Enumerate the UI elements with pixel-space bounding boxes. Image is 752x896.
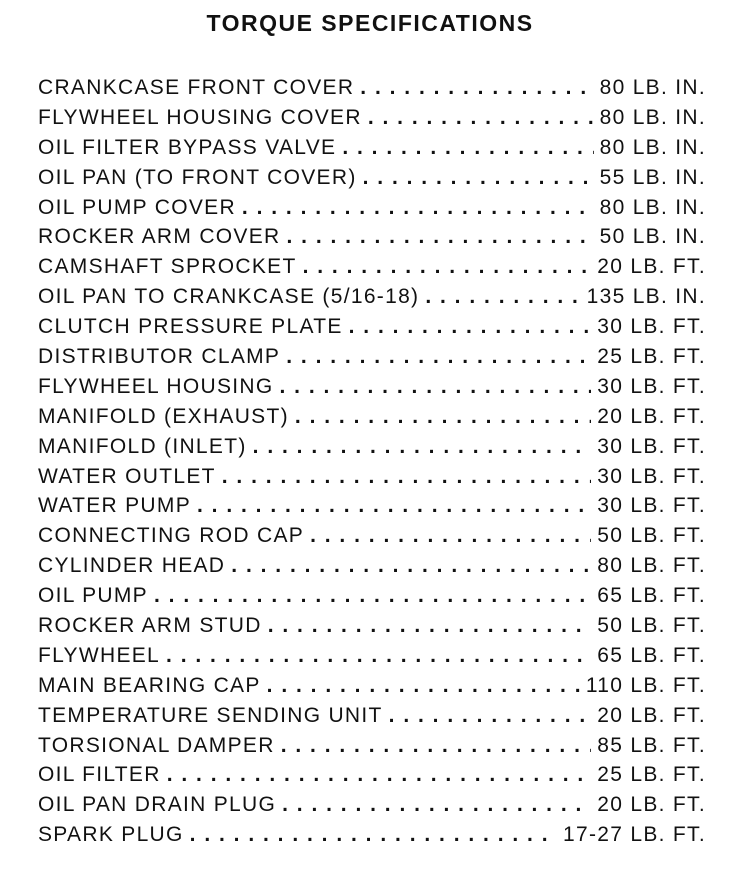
spec-name: OIL PUMP COVER	[38, 195, 236, 219]
dot-leader	[154, 584, 591, 608]
spec-name: OIL FILTER BYPASS VALVE	[38, 135, 337, 159]
spec-row	[38, 674, 706, 704]
spec-value: 30 LB. FT.	[597, 494, 706, 518]
page-title: TORQUE SPECIFICATIONS	[206, 10, 534, 36]
spec-row	[38, 704, 706, 734]
dot-leader	[310, 524, 591, 548]
spec-name: OIL PAN DRAIN PLUG	[38, 793, 277, 817]
spec-name: CONNECTING ROD CAP	[38, 524, 305, 548]
dot-leader	[363, 166, 594, 190]
dot-leader	[368, 106, 594, 130]
spec-value: 20 LB. FT.	[597, 793, 706, 817]
spec-row	[38, 76, 706, 106]
dot-leader	[222, 465, 592, 489]
spec-row	[38, 345, 706, 375]
spec-row	[38, 465, 706, 495]
spec-row	[38, 524, 706, 554]
spec-value: 65 LB. FT.	[597, 584, 706, 608]
spec-row	[38, 763, 706, 793]
spec-row	[38, 435, 706, 465]
dot-leader	[286, 345, 591, 369]
spec-name: MAIN BEARING CAP	[38, 673, 261, 697]
spec-row	[38, 255, 706, 285]
spec-value: 20 LB. FT.	[597, 404, 706, 428]
spec-row	[38, 405, 706, 435]
spec-value: 25 LB. FT.	[597, 345, 706, 369]
spec-value: 80 LB. FT.	[597, 554, 706, 578]
spec-name: FLYWHEEL HOUSING	[38, 374, 274, 398]
spec-row	[38, 225, 706, 255]
spec-value: 80 LB. IN.	[599, 105, 706, 129]
dot-leader	[267, 674, 580, 698]
torque-spec-list	[38, 76, 706, 853]
spec-value: 25 LB. FT.	[597, 763, 706, 787]
spec-name: MANIFOLD (EXHAUST)	[38, 404, 289, 428]
dot-leader	[425, 285, 580, 309]
spec-value: 50 LB. IN.	[599, 225, 706, 249]
dot-leader	[242, 196, 594, 220]
spec-row	[38, 106, 706, 136]
spec-name: CRANKCASE FRONT COVER	[38, 76, 355, 99]
spec-value: 80 LB. IN.	[599, 195, 706, 219]
dot-leader	[295, 405, 591, 429]
dot-leader	[342, 136, 593, 160]
spec-value: 85 LB. FT.	[597, 733, 706, 757]
spec-name: ROCKER ARM COVER	[38, 225, 281, 249]
spec-value: 20 LB. FT.	[597, 255, 706, 279]
dot-leader	[231, 554, 591, 578]
dot-leader	[287, 225, 594, 249]
spec-value: 110 LB. FT.	[585, 673, 706, 697]
spec-row	[38, 584, 706, 614]
spec-value: 17-27 LB. FT.	[563, 823, 706, 847]
dot-leader	[166, 644, 591, 668]
spec-row	[38, 196, 706, 226]
spec-row	[38, 494, 706, 524]
dot-leader	[253, 435, 592, 459]
spec-name: TEMPERATURE SENDING UNIT	[38, 703, 383, 727]
spec-name: OIL PAN (TO FRONT COVER)	[38, 165, 357, 189]
dot-leader	[282, 793, 591, 817]
spec-row	[38, 315, 706, 345]
spec-name: WATER PUMP	[38, 494, 191, 518]
spec-name: CYLINDER HEAD	[38, 554, 226, 578]
spec-name: CLUTCH PRESSURE PLATE	[38, 315, 343, 339]
spec-name: ROCKER ARM STUD	[38, 614, 262, 638]
spec-name: OIL PUMP	[38, 584, 148, 608]
dot-leader	[190, 823, 557, 847]
spec-row	[38, 614, 706, 644]
spec-value: 80 LB. IN.	[599, 76, 706, 99]
spec-row	[38, 644, 706, 674]
spec-row	[38, 793, 706, 823]
spec-value: 30 LB. FT.	[597, 315, 706, 339]
spec-value: 30 LB. FT.	[597, 434, 706, 458]
spec-value: 65 LB. FT.	[597, 643, 706, 667]
spec-row	[38, 375, 706, 405]
dot-leader	[389, 704, 592, 728]
spec-value: 80 LB. IN.	[599, 135, 706, 159]
spec-row	[38, 166, 706, 196]
spec-value: 30 LB. FT.	[597, 464, 706, 488]
spec-name: WATER OUTLET	[38, 464, 216, 488]
dot-leader	[167, 763, 592, 787]
spec-name: FLYWHEEL HOUSING COVER	[38, 105, 362, 129]
spec-value: 135 LB. IN.	[586, 285, 706, 309]
spec-value: 50 LB. FT.	[597, 614, 706, 638]
spec-name: SPARK PLUG	[38, 823, 184, 847]
spec-name: CAMSHAFT SPROCKET	[38, 255, 297, 279]
spec-row	[38, 734, 706, 764]
spec-value: 55 LB. IN.	[599, 165, 706, 189]
dot-leader	[280, 375, 592, 399]
spec-value: 50 LB. FT.	[597, 524, 706, 548]
spec-row	[38, 554, 706, 584]
dot-leader	[197, 494, 591, 518]
dot-leader	[281, 734, 592, 758]
spec-name: MANIFOLD (INLET)	[38, 434, 247, 458]
spec-value: 20 LB. FT.	[597, 703, 706, 727]
spec-value: 30 LB. FT.	[597, 374, 706, 398]
dot-leader	[360, 76, 593, 100]
dot-leader	[349, 315, 592, 339]
spec-name: TORSIONAL DAMPER	[38, 733, 275, 757]
spec-row	[38, 136, 706, 166]
spec-name: FLYWHEEL	[38, 643, 161, 667]
spec-name: DISTRIBUTOR CLAMP	[38, 345, 281, 369]
dot-leader	[268, 614, 592, 638]
spec-row	[38, 285, 706, 315]
spec-name: OIL PAN TO CRANKCASE (5/16-18)	[38, 285, 420, 309]
spec-row	[38, 823, 706, 853]
spec-name: OIL FILTER	[38, 763, 161, 787]
dot-leader	[303, 255, 592, 279]
